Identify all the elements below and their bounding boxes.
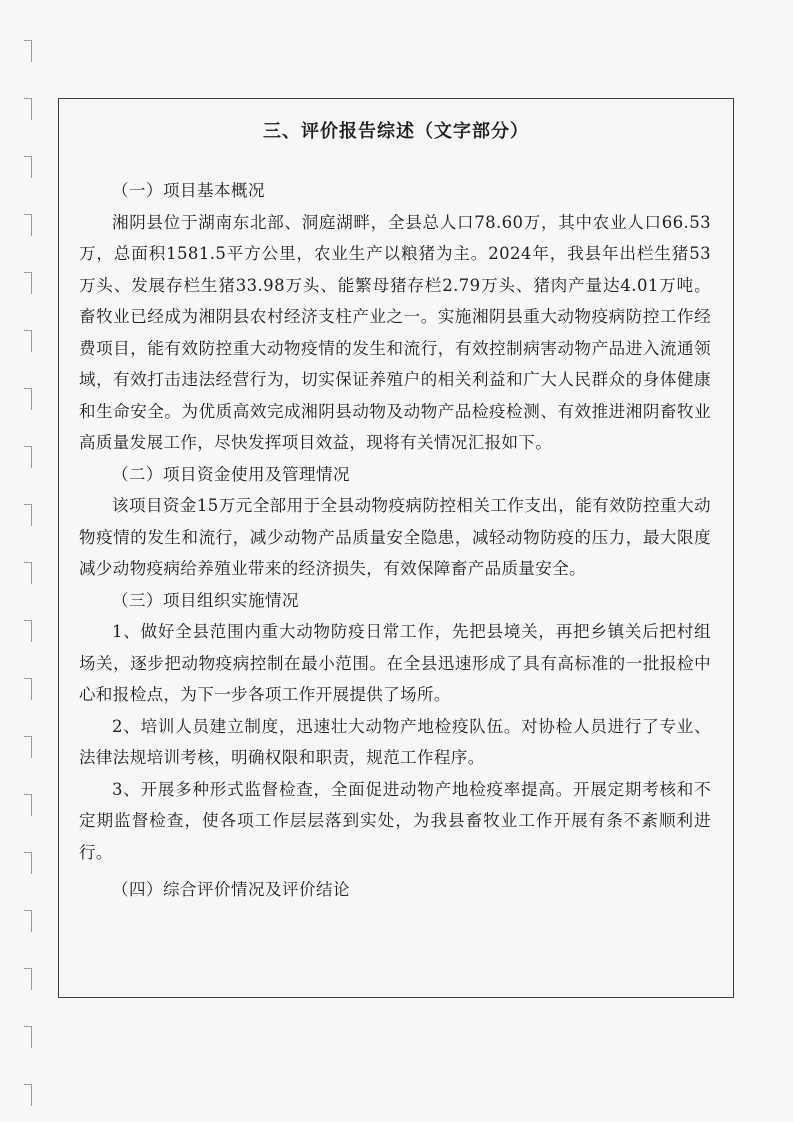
funds-paragraph: 该项目资金15万元全部用于全县动物疫病防控相关工作支出，能有效防控重大动物疫情的发生和流行，减少动物产品质量安全隐患，减轻动物防疫的压力，最大限度减少动物疫病给养殖业带来的经济损失，有效保障畜产品质量安全。 xyxy=(79,496,711,578)
section-heading-funds: （二）项目资金使用及管理情况 xyxy=(112,464,350,484)
binding-mark xyxy=(24,272,32,294)
binding-mark xyxy=(24,852,32,874)
implementation-item-3: 3、开展多种形式监督检查，全面促进动物产地检疫率提高。开展定期考核和不定期监督检查，使各项工作层层落到实处，为我县畜牧业工作开展有条不紊顺利进行。 xyxy=(79,779,711,862)
binding-mark xyxy=(24,968,32,990)
binding-mark xyxy=(24,794,32,816)
binding-mark xyxy=(24,330,32,352)
binding-mark xyxy=(24,620,32,642)
binding-mark xyxy=(24,736,32,758)
binding-mark xyxy=(24,1026,32,1048)
binding-mark xyxy=(24,446,32,468)
binding-mark xyxy=(24,98,32,120)
section-heading-overview: （一）项目基本概况 xyxy=(112,181,265,200)
binding-mark xyxy=(24,678,32,700)
binding-mark xyxy=(24,214,32,236)
overview-paragraph: 湘阴县位于湖南东北部、洞庭湖畔，全县总人口78.60万，其中农业人口66.53万，总面积1581.5平方公里，农业生产以粮猪为主。2024年，我县年出栏生猪53万头、发展存栏生猪33.98万头、能繁母猪存栏2.79万头、猪肉产量达4.01万吨。畜牧业已经成为湘阴县农村经济支柱产业之一。实施湘阴县重大动物疫病防控工作经费项目，能有效防控重大动物疫情的发生和流行，有效控制病害动物产品进入流通领域，有效打击违法经营行为，切实保证养殖户的相关利益和广大人民群众的身体健康和生命安全。为优质高效完成湘阴县动物及动物产品检疫检测、有效推进湘阴畜牧业高质量发展工作，尽快发挥项目效益，现将有关情况汇报如下。 xyxy=(79,212,711,452)
section-heading-evaluation: （四）综合评价情况及评价结论 xyxy=(112,880,350,899)
implementation-item-2: 2、培训人员建立制度，迅速壮大动物产地检疫队伍。对协检人员进行了专业、法律法规培训考核，明确权限和职责，规范工作程序。 xyxy=(79,716,711,767)
binding-hole-marks xyxy=(24,0,36,1122)
report-frame xyxy=(58,98,734,998)
report-body xyxy=(79,175,711,906)
binding-mark xyxy=(24,504,32,526)
page-title: 三、评价报告综述（文字部分） xyxy=(263,121,529,142)
binding-mark xyxy=(24,40,32,62)
section-heading-implementation: （三）项目组织实施情况 xyxy=(112,590,299,610)
binding-mark xyxy=(24,1084,32,1106)
binding-mark xyxy=(24,388,32,410)
binding-mark xyxy=(24,910,32,932)
implementation-item-1: 1、做好全县范围内重大动物防疫日常工作，先把县境关，再把乡镇关后把村组场关，逐步把动物疫病控制在最小范围。在全县迅速形成了具有高标准的一批报检中心和报检点，为下一步各项工作开展提供了场所。 xyxy=(79,622,711,704)
binding-mark xyxy=(24,156,32,178)
binding-mark xyxy=(24,562,32,584)
